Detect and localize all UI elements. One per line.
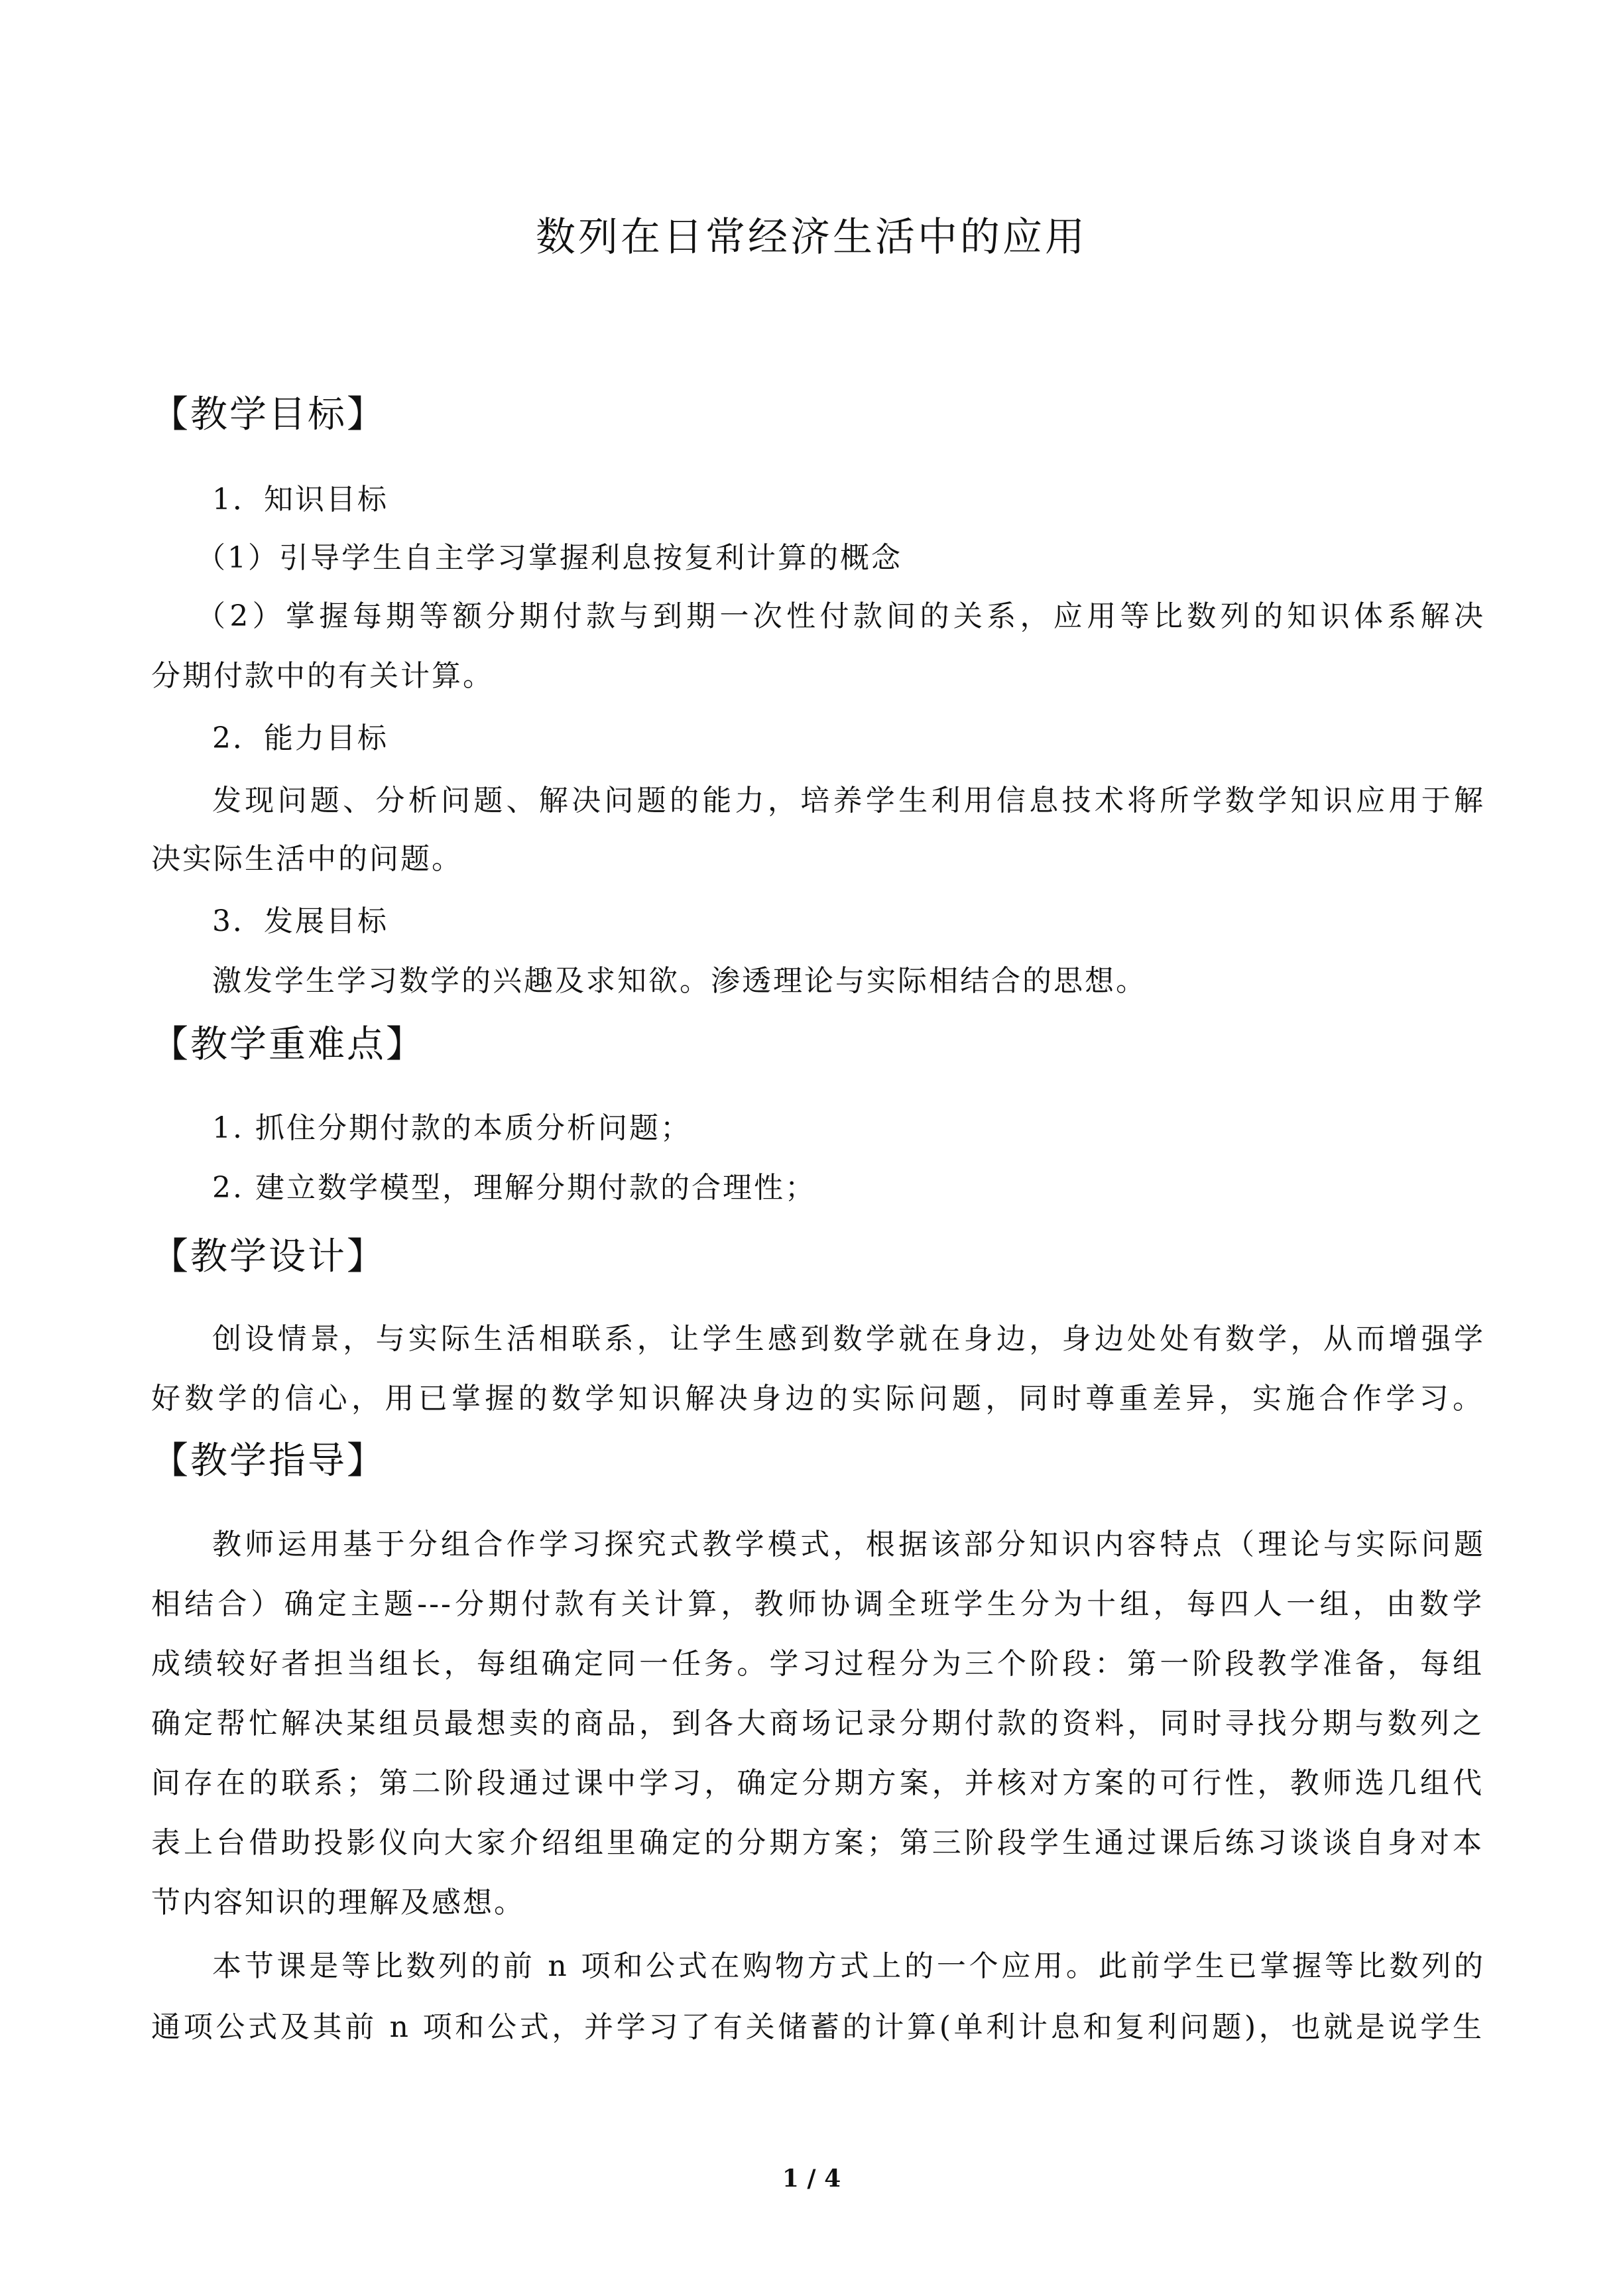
- guidance-p2-line-1: 本节课是等比数列的前 n 项和公式在购物方式上的一个应用。此前学生已掌握等比数列的: [212, 1949, 1485, 1983]
- knowledge-item-1: （1）引导学生自主学习掌握利息按复利计算的概念: [196, 541, 902, 575]
- guidance-p1-line-7: 节内容知识的理解及感想。: [151, 1886, 525, 1919]
- key-point-2: 2. 建立数学模型，理解分期付款的合理性；: [212, 1171, 816, 1205]
- heading-design: 【教学设计】: [151, 1235, 386, 1278]
- ability-line-1: 发现问题、分析问题、解决问题的能力，培养学生利用信息技术将所学数学知识应用于解: [212, 784, 1485, 817]
- ability-line-2: 决实际生活中的问题。: [151, 842, 463, 876]
- guidance-p1-line-5: 间存在的联系；第二阶段通过课中学习，确定分期方案，并核对方案的可行性，教师选几组代: [151, 1766, 1484, 1800]
- heading-objectives: 【教学目标】: [151, 393, 386, 436]
- guidance-p1-line-3: 成绩较好者担当组长，每组确定同一任务。学习过程分为三个阶段：第一阶段教学准备，每组: [151, 1647, 1484, 1681]
- guidance-p1-line-4: 确定帮忙解决某组员最想卖的商品，到各大商场记录分期付款的资料，同时寻找分期与数列之: [151, 1707, 1484, 1740]
- design-line-1: 创设情景，与实际生活相联系，让学生感到数学就在身边，身边处处有数学，从而增强学: [212, 1322, 1485, 1356]
- ability-label: 2．能力目标: [212, 721, 389, 755]
- heading-guidance: 【教学指导】: [151, 1439, 386, 1482]
- knowledge-label: 1．知识目标: [212, 483, 389, 516]
- guidance-p1-line-6: 表上台借助投影仪向大家介绍组里确定的分期方案；第三阶段学生通过课后练习谈谈自身对本: [151, 1826, 1484, 1860]
- document-title: 数列在日常经济生活中的应用: [536, 214, 1087, 261]
- knowledge-item-2-line-2: 分期付款中的有关计算。: [151, 659, 494, 693]
- guidance-p2-line-2: 通项公式及其前 n 项和公式，并学习了有关储蓄的计算(单利计息和复利问题)，也就是说学生: [151, 2010, 1484, 2044]
- heading-key-points: 【教学重难点】: [151, 1023, 425, 1066]
- guidance-p1-line-1: 教师运用基于分组合作学习探究式教学模式，根据该部分知识内容特点（理论与实际问题: [212, 1528, 1485, 1561]
- development-line: 激发学生学习数学的兴趣及求知欲。渗透理论与实际相结合的思想。: [212, 964, 1147, 998]
- guidance-p1-line-2: 相结合）确定主题---分期付款有关计算，教师协调全班学生分为十组，每四人一组，由数学: [151, 1587, 1484, 1621]
- key-point-1: 1. 抓住分期付款的本质分析问题；: [212, 1111, 691, 1145]
- page-number: 1 / 4: [782, 2165, 841, 2193]
- design-line-2: 好数学的信心，用已掌握的数学知识解决身边的实际问题，同时尊重差异，实施合作学习。: [151, 1382, 1484, 1416]
- knowledge-item-2-line-1: （2）掌握每期等额分期付款与到期一次性付款间的关系，应用等比数列的知识体系解决: [196, 599, 1485, 633]
- development-label: 3．发展目标: [212, 904, 389, 938]
